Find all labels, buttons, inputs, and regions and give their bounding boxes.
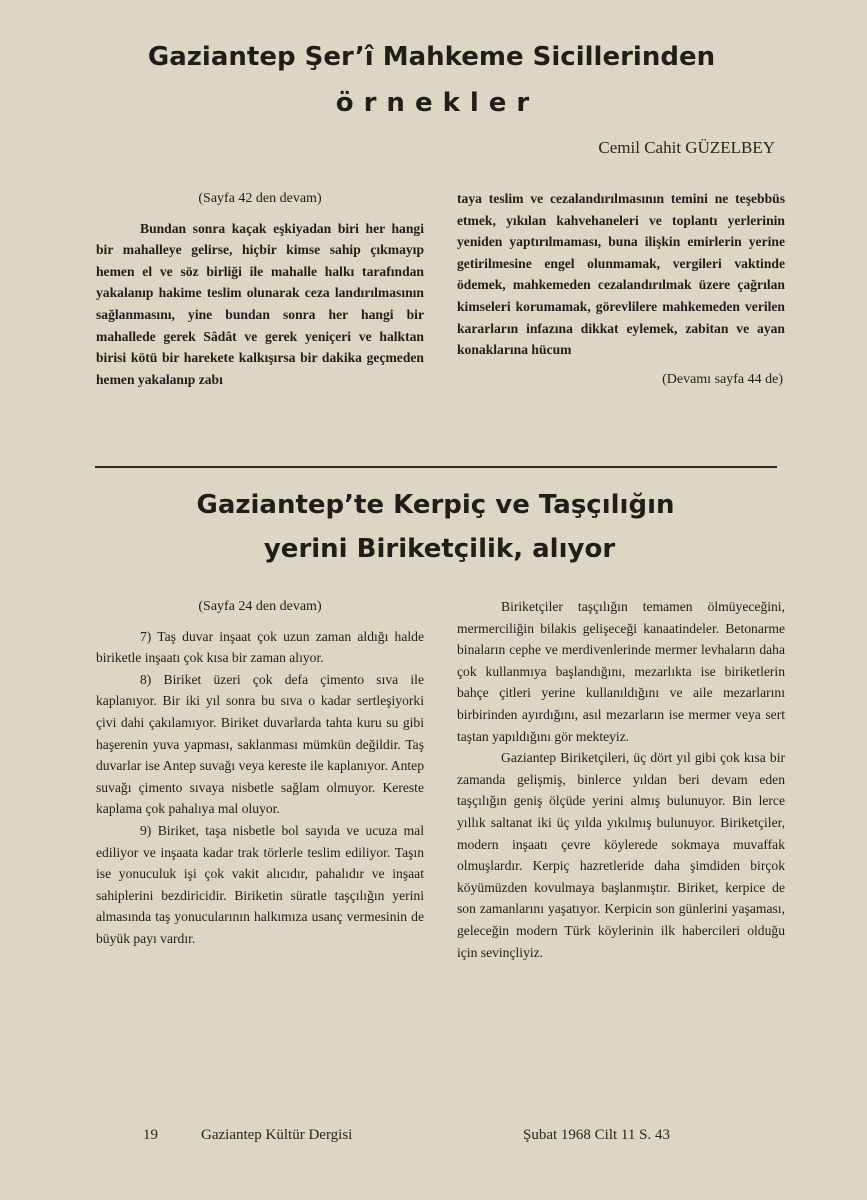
article2-paragraph-9: 9) Biriket, taşa nisbetle bol sayıda ve ucuza mal ediliyor ve inşaata kadar trak törlerle teslim ediliyor. Taşın ise yonuculuk işi çok vakit alıcıdır, pahalıdır ve inşaat sahiplerini bezdiricidir. Biriketin süratle taşçılığın yerini almasında taş yonucularının halkımıza usanç vermesinin de büyük payı vardır. [96,822,424,946]
article2-paragraph-8: 8) Biriket üzeri çok defa çimento sıva ile kaplanıyor. Bir iki yıl sonra bu sıva o kadar sertleşiyorki çivi dahi çakılamıyor. Biriket duvarlarda tahta kuru su gibi haşerenin yuva yapması, saklanması mümkün değildir. Taş duvarlar ise Antep suvağı veya kereste ile kaplanıyor. Antep suvağı çimento sıvaya nisbetle sağlam olmuyor. Kereste kaplama çok pahalıya mal oluyor. [96,671,424,817]
article2-right-paragraph-1: Biriketçiler taşçılığın temamen ölmüyeceğini, mermerciliğin bilakis gelişeceği kanaatindeler. Betonarme binaların cephe ve merdivenlerinde mermer levhaların daha çok kullanmıya başlandığını, mezarlıkta ise biriketlerin bahçe çitleri yerine kullanıldığını ve aile mezarlarını birbirinden ayırdığını, asıl mezarların ise mermer veya sert taştan yapıldığını gör mekteyiz. [457,599,785,744]
article1-right-paragraph: taya teslim ve cezalandırılmasının temini ne teşebbüs etmek, yıkılan kahvehaneleri ve toplantı yerlerinin yeniden yaptırılmaması, buna ilişkin emirlerin yerine getirilmesine engel olunmamak, vergileri vaktinde ödemek, mahkemeden cezalandırılmak üzere çağrılan kimseleri korumamak, görevlilere mahkemeden verilen kararların infazına dikkat eylemek, zabitan ve ayan konaklarına hücum [457,191,785,358]
article1-author: Cemil Cahit GÜZELBEY [598,138,775,157]
article1-title: Gaziantep Şer’î Mahkeme Sicillerinden [147,42,716,72]
article2-right-paragraph-2: Gaziantep Biriketçileri, üç dört yıl gibi çok kısa bir zamanda gelişmiş, binlerce yıldan beri devam eden taşçılığın geniş ölçüde yerini almış bulunuyor. Bin lerce yıllık saltanat iki üç yılda yıkılmış bulunuyor. Biriketçiler, modern inşaatı çevre köylerede sokmaya muvaffak olmuşlardır. Kerpiç hazretleride daha şimdiden birçok köyümüzden kovulmaya başlanmıştır. Biriket, kerpice de son zamanlarını yaşatıyor. Kerpicin son günlerini yaşaması, geleceğin modern Türk köylerinin ilk habercileri olduğu için sevinçliyiz. [457,750,785,960]
article1-left-column [96,188,424,390]
article1-continued-to: (Devamı sayfa 44 de) [662,371,783,387]
article2-continued-from: (Sayfa 24 den devam) [198,599,322,614]
footer-issue: Şubat 1968 Cilt 11 S. 43 [523,1127,670,1143]
article1-continued-from: (Sayfa 42 den devam) [198,191,322,206]
article2-right-column [457,596,785,963]
article2-left-column [96,596,424,950]
footer-journal-name: Gaziantep Kültür Dergisi [201,1127,353,1143]
footer-page-number: 19 [143,1127,158,1143]
section-divider [95,466,777,468]
article1-right-column [457,188,785,390]
article2-title-line2: yerini Biriketçilik, alıyor [263,534,616,564]
article1-title-line2: örnekler [335,88,540,118]
article2-paragraph-7: 7) Taş duvar inşaat çok uzun zaman aldığı halde biriketle inşaatı çok kısa bir zaman alıyor. [96,628,424,666]
article1-left-paragraph: Bundan sonra kaçak eşkiyadan biri her hangi bir mahalleye gelirse, hiçbir kimse sahip çıkmayıp hemen el ve söz birliği ile mahalle halkı tarafından yakalanıp hakime teslim olunarak ceza landırılmasının sağlanmasını, yine bundan sonra her hangi bir mahallede gerek Sâdât ve gerek yeniçeri ve halktan birisi kötü bir harekete kalkışırsa bir dakika geçmeden hemen yakalanıp zabı [96,220,424,387]
article2-title: Gaziantep’te Kerpiç ve Taşçılığın [196,490,675,520]
